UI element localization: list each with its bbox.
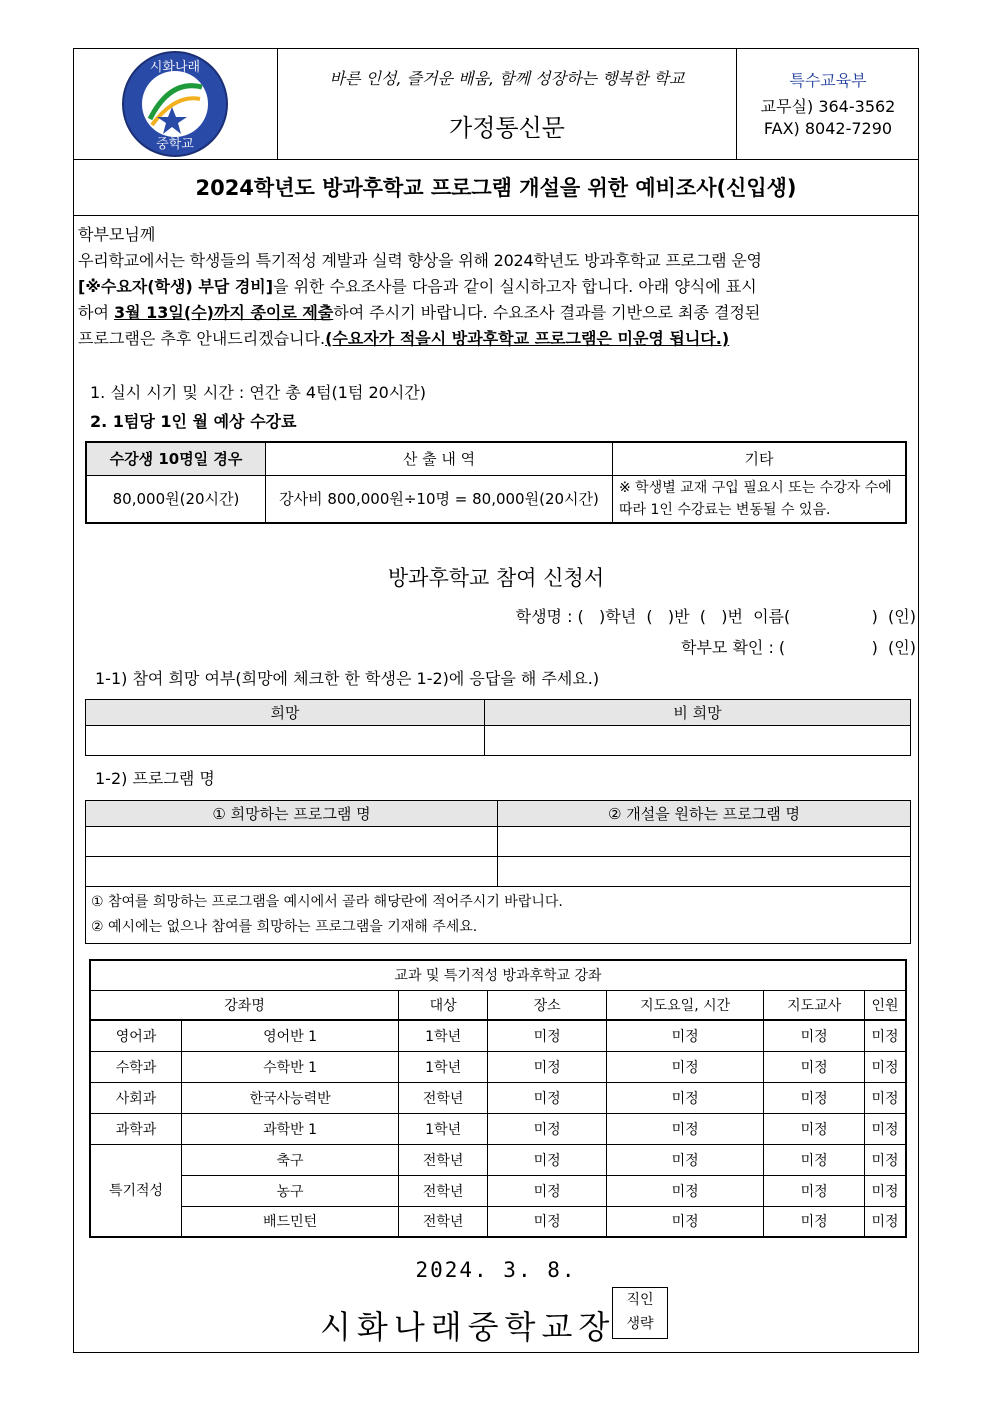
fee-header-count: 수강생 10명일 경우 (86, 442, 266, 475)
hope-checkbox-cell[interactable] (86, 726, 485, 756)
teacher-cell: 미정 (764, 1082, 865, 1113)
fee-calculation: 강사비 800,000원÷10명 = 80,000원(20시간) (266, 475, 613, 523)
program-note-1: ① 참여를 희망하는 프로그램을 예시에서 골라 해당란에 적어주시기 바랍니다. (91, 894, 563, 910)
capacity-cell: 미정 (865, 1175, 906, 1206)
target-cell: 1학년 (399, 1051, 488, 1082)
course-name-cell: 한국사능력반 (182, 1082, 399, 1113)
teacher-cell: 미정 (764, 1206, 865, 1237)
table-row (90, 1051, 906, 1082)
school-motto: 바른 인성, 즐거운 배움, 함께 성장하는 행복한 학교 (329, 69, 685, 88)
course-name-cell: 농구 (182, 1175, 399, 1206)
fax-number: FAX) 8042-7290 (763, 119, 893, 138)
course-name-cell: 과학반 1 (182, 1113, 399, 1144)
contact-cell (737, 48, 919, 159)
department-name: 특수교육부 (789, 71, 867, 90)
table-row (90, 1020, 906, 1051)
cancellation-note: (수요자가 적을시 방과후학교 프로그램은 미운영 됩니다.) (325, 329, 730, 348)
course-name-cell: 배드민턴 (182, 1206, 399, 1237)
no-hope-header: 비 희망 (485, 700, 911, 726)
program-notes (86, 887, 911, 944)
place-cell: 미정 (488, 1113, 607, 1144)
fee-header-etc: 기타 (613, 442, 907, 475)
place-cell: 미정 (488, 1206, 607, 1237)
teacher-cell: 미정 (764, 1051, 865, 1082)
document-title: 2024학년도 방과후학교 프로그램 개설을 위한 예비조사(신입생) (73, 160, 919, 216)
schedule-cell: 미정 (607, 1175, 764, 1206)
intro-line-2-text: 을 위한 수요조사를 다음과 같이 실시하고자 합니다. 아래 양식에 표시 (273, 277, 757, 296)
capacity-cell: 미정 (865, 1051, 906, 1082)
program-table (85, 800, 911, 944)
target-cell: 전학년 (399, 1206, 488, 1237)
target-cell: 전학년 (399, 1175, 488, 1206)
teacher-cell: 미정 (764, 1020, 865, 1051)
fee-header-calc: 산 출 내 역 (266, 442, 613, 475)
desired-program-input-2[interactable] (86, 857, 498, 887)
schedule-cell: 미정 (607, 1020, 764, 1051)
table-row (90, 1175, 906, 1206)
intro-line-4-text: 프로그램은 추후 안내드리겠습니다. (78, 329, 326, 348)
intro-line-3-pre: 하여 (78, 303, 114, 322)
no-hope-checkbox-cell[interactable] (485, 726, 911, 756)
logo-top-text: 시화나래 (149, 60, 201, 75)
capacity-cell: 미정 (865, 1020, 906, 1051)
special-group-cell: 특기적성 (90, 1144, 182, 1237)
official-seal-box (612, 1287, 668, 1339)
course-header-schedule: 지도요일, 시간 (607, 990, 764, 1020)
course-name-cell: 영어반 1 (182, 1020, 399, 1051)
fee-note: ※ 학생별 교재 구입 필요시 또는 수강자 수에 따라 1인 수강료는 변동될 수 있음. (613, 475, 907, 523)
hope-header: 희망 (86, 700, 485, 726)
table-row (90, 1082, 906, 1113)
place-cell: 미정 (488, 1175, 607, 1206)
intro-line-2 (78, 274, 914, 300)
course-header-name: 강좌명 (90, 990, 399, 1020)
logo-cell (73, 48, 278, 159)
schedule-cell: 미정 (607, 1051, 764, 1082)
logo-bottom-text: 중학교 (156, 137, 194, 152)
document-date: 2024. 3. 8. (415, 1258, 577, 1282)
table-row (90, 1144, 906, 1175)
subject-cell: 과학과 (90, 1113, 182, 1144)
fee-table (85, 441, 907, 524)
target-cell: 전학년 (399, 1144, 488, 1175)
place-cell: 미정 (488, 1082, 607, 1113)
form-title: 방과후학교 참여 신청서 (387, 566, 605, 590)
schedule-cell: 미정 (607, 1206, 764, 1237)
fee-value: 80,000원(20시간) (86, 475, 266, 523)
seal-line-1: 직인 (626, 1292, 654, 1308)
newsletter-title: 가정통신문 (449, 114, 565, 142)
desired-program-input-1[interactable] (86, 827, 498, 857)
table-row (90, 1113, 906, 1144)
intro-line-1: 우리학교에서는 학생들의 특기적성 계발과 실력 향상을 위해 2024학년도 방과후학교 프로그램 운영 (78, 251, 762, 270)
teacher-cell: 미정 (764, 1113, 865, 1144)
target-cell: 1학년 (399, 1113, 488, 1144)
subject-cell: 영어과 (90, 1020, 182, 1051)
schedule-cell: 미정 (607, 1113, 764, 1144)
student-info-line: 학생명 : ( )학년 ( )반 ( )번 이름( ) (인) (515, 607, 916, 626)
seal-line-2: 생략 (626, 1316, 654, 1332)
subject-cell: 사회과 (90, 1082, 182, 1113)
capacity-cell: 미정 (865, 1144, 906, 1175)
course-header-capacity: 인원 (865, 990, 906, 1020)
requested-program-input-1[interactable] (498, 827, 911, 857)
requested-program-input-2[interactable] (498, 857, 911, 887)
phone-number: 교무실) 364-3562 (760, 97, 896, 116)
deadline-note: 3월 13일(수)까지 종이로 제출 (114, 303, 334, 322)
program-note-2: ② 예시에는 없으나 참여를 희망하는 프로그램을 기재해 주세요. (91, 919, 478, 935)
greeting: 학부모님께 (78, 225, 156, 244)
course-name-cell: 수학반 1 (182, 1051, 399, 1082)
schedule-cell: 미정 (607, 1144, 764, 1175)
intro-line-3 (78, 300, 914, 326)
capacity-cell: 미정 (865, 1113, 906, 1144)
teacher-cell: 미정 (764, 1175, 865, 1206)
title-cell (278, 48, 737, 159)
intro-line-3-text: 하여 주시기 바랍니다. 수요조사 결과를 기반으로 최종 결정된 (333, 303, 761, 322)
question-1-1: 1-1) 참여 희망 여부(희망에 체크한 한 학생은 1-2)에 응답을 해 주세요.) (95, 669, 600, 688)
item-2: 2. 1텀당 1인 월 예상 수강료 (90, 412, 297, 431)
target-cell: 전학년 (399, 1082, 488, 1113)
subject-cell: 수학과 (90, 1051, 182, 1082)
course-table-caption: 교과 및 특기적성 방과후학교 강좌 (90, 960, 906, 990)
course-header-place: 장소 (488, 990, 607, 1020)
target-cell: 1학년 (399, 1020, 488, 1051)
course-header-target: 대상 (399, 990, 488, 1020)
teacher-cell: 미정 (764, 1144, 865, 1175)
requested-program-header: ② 개설을 원하는 프로그램 명 (498, 801, 911, 827)
place-cell: 미정 (488, 1051, 607, 1082)
place-cell: 미정 (488, 1144, 607, 1175)
document-header (73, 48, 919, 160)
schedule-cell: 미정 (607, 1082, 764, 1113)
table-row (90, 1206, 906, 1237)
capacity-cell: 미정 (865, 1206, 906, 1237)
desired-program-header: ① 희망하는 프로그램 명 (86, 801, 498, 827)
school-logo (120, 49, 230, 159)
course-table (89, 959, 907, 1238)
place-cell: 미정 (488, 1020, 607, 1051)
question-1-2: 1-2) 프로그램 명 (95, 769, 215, 788)
participation-table (85, 699, 911, 756)
course-header-teacher: 지도교사 (764, 990, 865, 1020)
principal-name: 시화나래중학교장 (320, 1308, 616, 1346)
parent-confirm-line: 학부모 확인 : ( ) (인) (681, 638, 916, 657)
course-name-cell: 축구 (182, 1144, 399, 1175)
capacity-cell: 미정 (865, 1082, 906, 1113)
cost-note: [※수요자(학생) 부담 경비] (78, 277, 274, 296)
item-1: 1. 실시 시기 및 시간 : 연간 총 4텀(1텀 20시간) (90, 383, 427, 402)
intro-line-4 (78, 326, 914, 352)
